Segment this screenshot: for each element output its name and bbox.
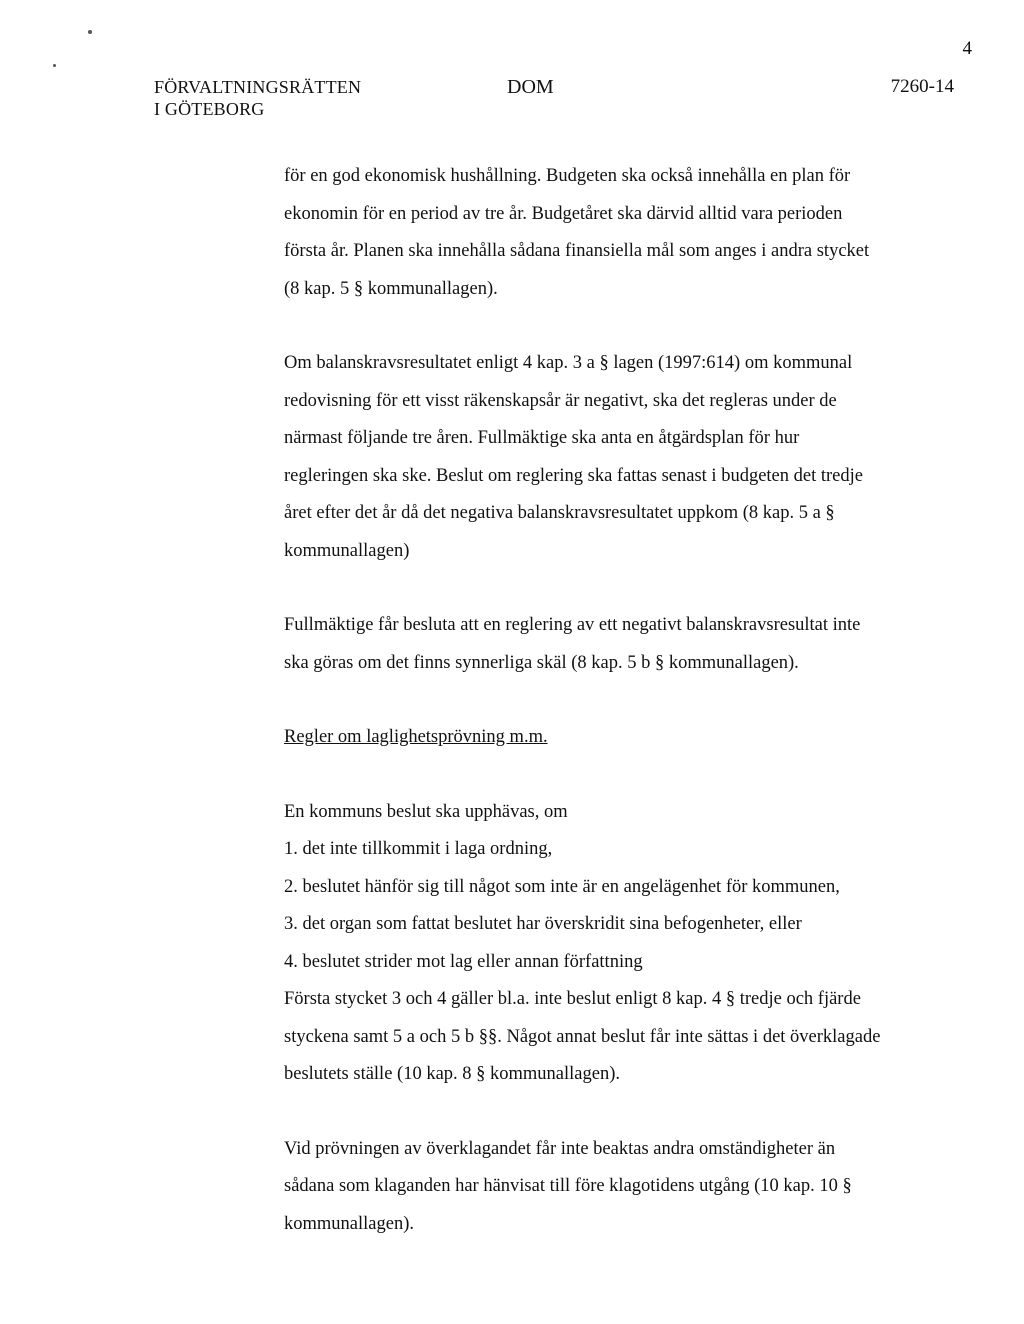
page-number: 4: [962, 38, 972, 59]
document-type: DOM: [507, 76, 554, 98]
document-header: [154, 76, 954, 136]
scan-speck: [88, 30, 92, 34]
paragraph-synnerliga-skal: Fullmäktige får besluta att en reglering av ett negativt balanskravsresultat inte ska göras om det finns synnerliga skäl (8 kap. 5 b § kommunallagen).: [284, 615, 861, 673]
scan-speck: [53, 64, 56, 67]
list-item: 2. beslutet hänför sig till något som inte är en angelägenhet för kommunen,: [284, 876, 840, 897]
list-item: 3. det organ som fattat beslutet har överskridit sina befogenheter, eller: [284, 914, 802, 934]
paragraph-balanskrav: Om balanskravsresultatet enligt 4 kap. 3 a § lagen (1997:614) om kommunal redovisning för ett visst räkenskapsår är negativt, ska det regleras under de närmast följande tre åren. Fullmäktige ska anta en åtgärdsplan för hur regleringen ska ske. Beslut om reglering ska fattas senast i budgeten det tredje året efter det år då det negativa balanskravsresultatet uppkom (8 kap. 5 a § kommunallagen): [284, 353, 863, 561]
case-number: 7260-14: [890, 76, 954, 97]
court-name: [154, 76, 361, 120]
document-body: [284, 158, 884, 1243]
paragraph-upphavas-intro: En kommuns beslut ska upphävas, om: [284, 801, 568, 822]
list-item: 1. det inte tillkommit i laga ordning,: [284, 839, 553, 859]
court-name-line-1: FÖRVALTNINGSRÄTTEN: [154, 77, 362, 97]
list-item: 4. beslutet strider mot lag eller annan författning: [284, 951, 643, 972]
paragraph-provningen: Vid prövningen av överklagandet får inte beaktas andra omständigheter än sådana som klaganden har hänvisat till före klagotidens utgång (10 kap. 10 § kommunallagen).: [284, 1138, 852, 1234]
court-name-line-2: I GÖTEBORG: [154, 99, 265, 119]
paragraph-forsta-stycket: Första stycket 3 och 4 gäller bl.a. inte beslut enligt 8 kap. 4 § tredje och fjärde styckena samt 5 a och 5 b §§. Något annat beslut får inte sättas i det överklagade beslutets ställe (10 kap. 8 § kommunallagen).: [284, 989, 881, 1084]
section-heading: Regler om laglighetsprövning m.m.: [284, 727, 548, 747]
paragraph-budget: för en god ekonomisk hushållning. Budgeten ska också innehålla en plan för ekonomin för en period av tre år. Budgetåret ska därvid alltid vara perioden första år. Planen ska innehålla sådana finansiella mål som anges i andra stycket (8 kap. 5 § kommunallagen).: [284, 166, 870, 299]
